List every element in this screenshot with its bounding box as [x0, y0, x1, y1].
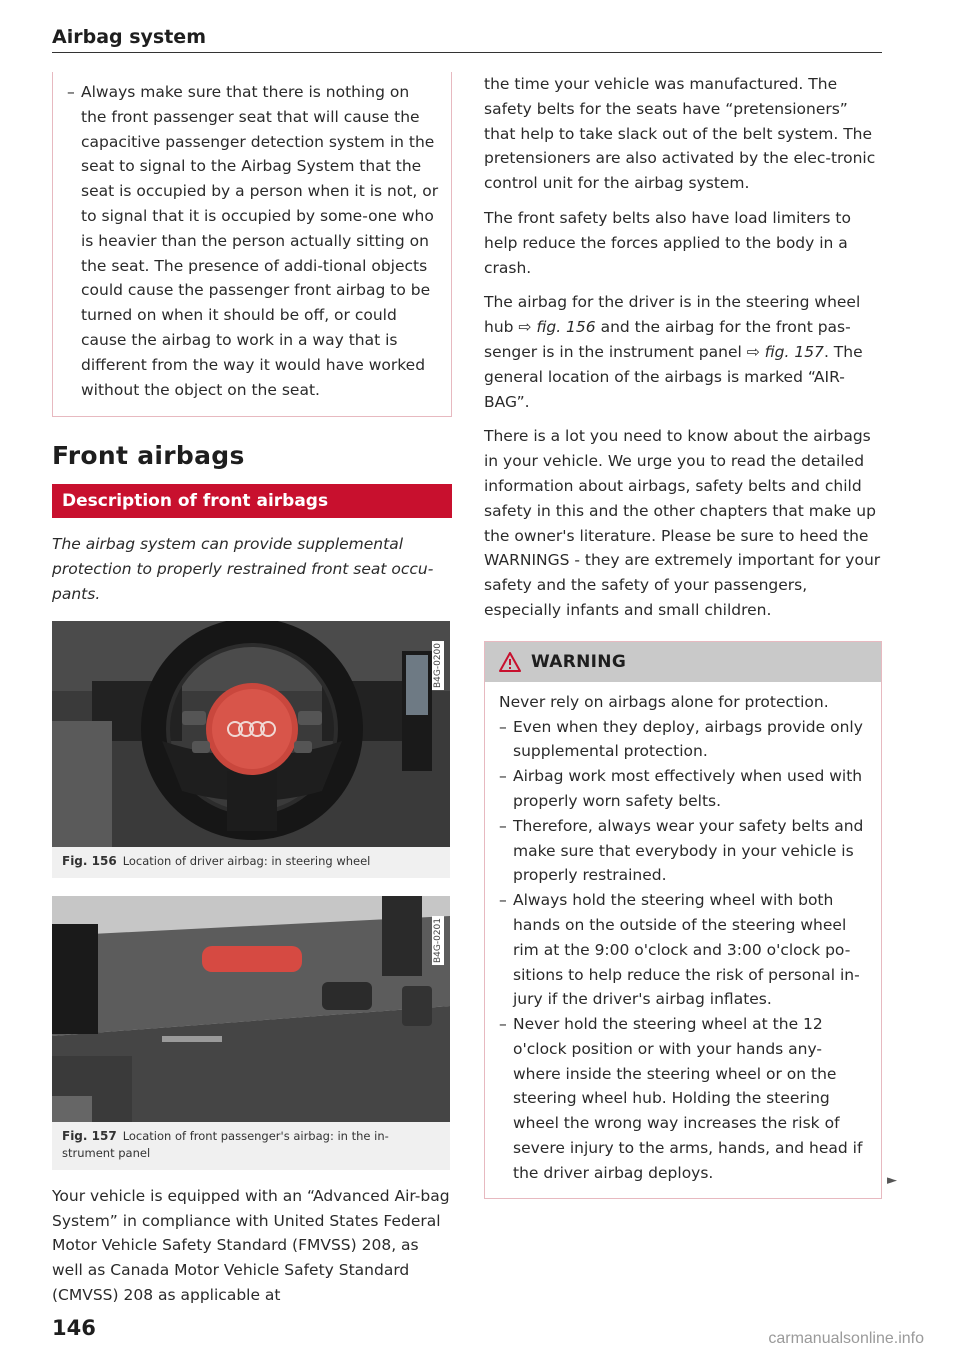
warning-triangle-icon [499, 652, 521, 672]
warning-header [485, 642, 881, 682]
watermark: carmanualsonline.info [768, 1330, 924, 1347]
figure-caption-text: Location of front passenger's airbag: in the in-strument panel [62, 1128, 389, 1160]
warning-item: – Therefore, always wear your safety belts and make sure that everybody in your vehicle is properly restrained. [499, 814, 867, 888]
right-column [484, 72, 897, 1199]
warning-body [485, 682, 881, 1198]
passenger-airbag-illustration [52, 896, 450, 1122]
figure-caption [52, 847, 450, 878]
figure-number: Fig. 157 [62, 1128, 117, 1143]
text-run: . The general location of the airbags is marked “AIR-BAG”. [484, 342, 863, 411]
warning-item: – Airbag work most effectively when used with properly worn safety belts. [499, 764, 867, 814]
figure-caption-text: Location of driver airbag: in steering wheel [122, 853, 371, 868]
warning-item: – Never hold the steering wheel at the 12 o'clock position or with your hands any-where inside the steering wheel or on the steering wheel hub. Holding the steering wheel the wrong way increases the risk of severe injury to the arms, hands, and head if the driver airbag deploys. [499, 1012, 867, 1186]
figure-156 [52, 621, 450, 878]
continue-arrow-icon: ► [887, 1172, 897, 1188]
section-subtitle: The airbag system can provide supplemental protection to properly restrained front seat occu-pants. [52, 535, 434, 603]
section-heading: Front airbags [52, 441, 245, 471]
figure-157 [52, 896, 450, 1170]
body-paragraph: the time your vehicle was manufactured. The safety belts for the seats have “pretensioners” that help to take slack out of the belt system. The pretensioners are also activated by the elec-tronic control unit for the airbag system. [484, 75, 876, 193]
figure-number: Fig. 156 [62, 853, 117, 868]
warning-lead: Never rely on airbags alone for protection. [499, 692, 829, 711]
warning-item: – Always hold the steering wheel with both hands on the outside of the steering wheel rim at the 9:00 o'clock and 3:00 o'clock po-sitions to help reduce the risk of personal in-jury if the driver's airbag inflates. [499, 888, 867, 1012]
text-run: The airbag for the driver is in the steering wheel hub [484, 293, 861, 337]
subsection-banner: Description of front airbags [52, 484, 452, 518]
left-column [52, 72, 452, 1308]
driver-airbag-illustration [52, 621, 450, 847]
figure-code: B4G-0201 [433, 917, 443, 963]
warning-box [484, 641, 897, 1199]
figure-reference-link[interactable]: ⇨ fig. 156 [518, 318, 596, 337]
text-run: and the airbag for the front pas-senger is in the instrument panel [484, 318, 851, 361]
body-paragraph: Your vehicle is equipped with an “Advanced Air-bag System” in compliance with United States Federal Motor Vehicle Safety Standard (FMVSS) 208, as well as Canada Motor Vehicle Safety Standard (CMVSS) 208 as applicable at [52, 1186, 450, 1304]
header-rule [52, 52, 882, 53]
figure-caption [52, 1122, 450, 1170]
body-paragraph: There is a lot you need to know about the airbags in your vehicle. We urge you to read the detailed information about airbags, safety belts and child safety in this and the other chapters that make up the owner's literature. Please be sure to heed the WARNINGS - they are extremely important for your safety and the safety of your passengers, especially infants and small children. [484, 427, 881, 619]
warning-item: – Even when they deploy, airbags provide only supplemental protection. [499, 715, 867, 765]
figure-reference-link[interactable]: ⇨ fig. 157 [746, 342, 824, 361]
figure-code: B4G-0200 [433, 642, 443, 688]
intro-note-text: – Always make sure that there is nothing on the front passenger seat that will cause the capacitive passenger detection system in the seat to signal to the Airbag System that the seat is occupied by a person when it is not, or to signal that it is occupied by some-one who is heavier than the person actually sitting on the seat. The presence of addi-tional objects could cause the passenger front airbag to be turned on when it should be off, or could cause the airbag to work in a way that is different from the way it would have worked without the object on the seat. [67, 80, 439, 402]
body-paragraph [484, 290, 882, 414]
intro-note-box [52, 72, 452, 417]
page-number: 146 [52, 1316, 96, 1340]
warning-title: WARNING [531, 651, 627, 672]
body-paragraph: The front safety belts also have load limiters to help reduce the forces applied to the body in a crash. [484, 208, 851, 277]
chapter-title: Airbag system [52, 26, 206, 48]
